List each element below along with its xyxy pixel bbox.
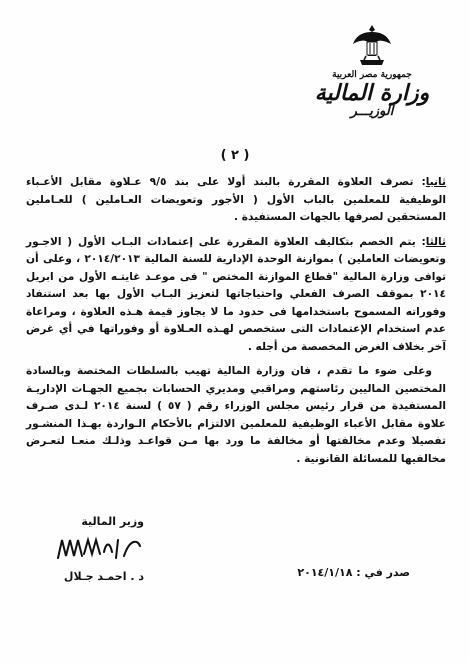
ministry-name: وزارة المالية: [314, 80, 430, 106]
minister-heading: الوزيـــر: [350, 104, 394, 119]
paragraph-text: وعلى ضوء ما تقدم ، فان وزارة المالية تهيب بالسلطات المختصة وبالسادة المختصين الماليين رئاستهم ومراقبي ومديري الحسابات بجميع الجهـات الإداريـة المستفيدة من قرار رئيس مجلس الوزراء رقم ( ٥٧ ) لسنة ٢٠١٤ لـدى صـرف علاوة مقابل الأعباء الوظيفية للمعلمين الالتزام بالأحكام الـواردة بهـذا المنشـور تفصيلا وعدم مخالفتها أو مخالفة ما ورد بها مـن قواعـد وذلـك منعـا لتعـرض مخالفيها للمسائلة القانونية .: [26, 365, 446, 465]
letterhead: [302, 22, 442, 132]
paragraph-third: [26, 234, 446, 357]
country-name: جمهورية مصر العربية: [332, 70, 412, 80]
page-number: ( ٢ ): [220, 148, 250, 163]
paragraph-second: [26, 174, 446, 227]
paragraph-label: ثانيا: [425, 176, 446, 188]
eagle-emblem-icon: [352, 22, 392, 68]
document-body: [26, 174, 446, 475]
issue-date: صدر في : ٢٠١٤/١/١٨: [297, 566, 410, 579]
handwritten-signature: [54, 532, 144, 566]
signatory-name: د . احمـد جـلال: [63, 570, 144, 583]
paragraph-closing: [26, 363, 446, 468]
paragraph-text: : تصرف العلاوة المقررة بالبند أولا على بند ٩/٥ عـلاوة مقابل الأعـباء الوظيفية للمعلمين بالباب الأول ( الأجور وتعويضات العـاملين ) للعـاملين المستحقين لصرفها بالجهات المستفيدة .: [26, 176, 446, 223]
signature-title: وزير المالية: [81, 515, 144, 528]
signature-block: [34, 515, 144, 583]
paragraph-label: ثالثا: [425, 235, 446, 248]
paragraph-text: : يتم الخصم بتكاليف العلاوة المقررة على إعتمادات البـاب الأول ( الاجـور وتعويضات العاملين ) بموازنة الوحدة الإدارية للسنة المالية ٢٠١٤/٢٠١٣ ، وعلى أن توافى وزارة المالية "قطاع الموازنة المختص " فى موعـد غايتـه الأول من ابريل ٢٠١٤ بموقف الصرف الفعلي واحتياجاتها لتعزيز البـاب الأول بها بعد استنفاد وفوراته المسموح باستخدامها فى حدود ما لا يجاوز قيمة هـذه العلاوة ، ومراعاة عدم استخدام الإعتمادات التى ستخصص لهـذه العـلاوة أو وفوراتها في أي غرض آخر بخلاف الغرض المخصصة من أجله .: [26, 235, 446, 353]
